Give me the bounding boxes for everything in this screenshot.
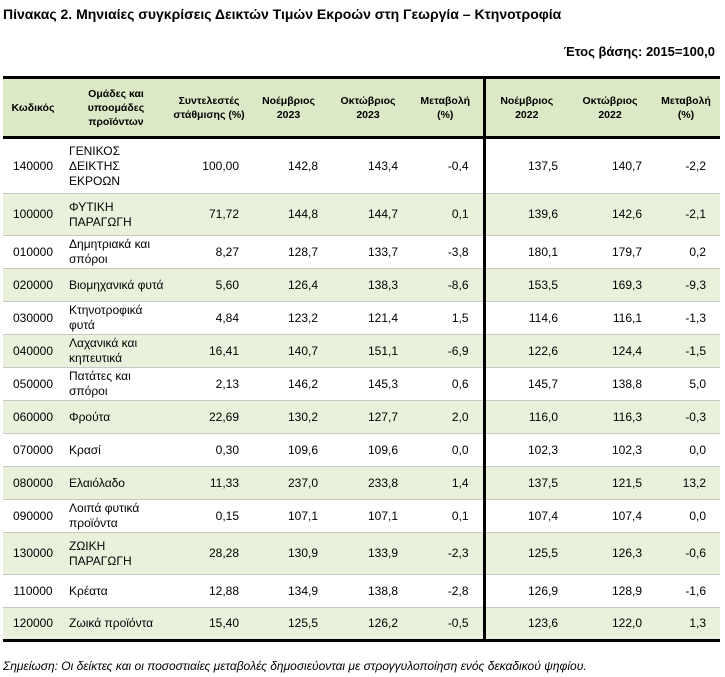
row-name: Κρέατα [69,583,108,598]
row-change-2022: -0,6 [652,533,720,575]
row-change-2023: -3,8 [447,244,469,259]
row-nov-2022: 125,5 [484,533,568,575]
table-row [3,608,720,641]
row-change-2023: -2,8 [447,583,469,598]
table-row [3,236,720,269]
header-nov-2023: Νοέμβριος 2023 [249,78,328,138]
row-weight: 4,84 [215,310,239,325]
row-name: Λαχανικά και κηπευτικά [63,335,169,368]
row-change-2022: -1,6 [685,583,706,598]
row-code: 020000 [3,269,63,302]
row-code: 130000 [3,533,63,575]
row-name: Φρούτα [63,401,169,434]
row-change-2023: -6,9 [408,335,484,368]
row-name: ΦΥΤΙΚΗ ΠΑΡΑΓΩΓΗ [63,194,169,236]
row-oct-2022: 126,3 [568,533,652,575]
row-nov-2023: 142,8 [287,158,318,173]
row-oct-2022: 169,3 [568,269,652,302]
row-oct-2022: 128,9 [611,583,642,598]
row-change-2022: -1,5 [652,335,720,368]
row-oct-2023: 144,7 [328,194,408,236]
row-change-2023: -2,3 [408,533,484,575]
row-nov-2022: 114,6 [484,302,568,335]
row-change-2022: 0,0 [689,442,706,457]
row-nov-2023: 144,8 [249,194,328,236]
row-oct-2023: 133,9 [328,533,408,575]
header-oct-2022: Οκτώβριος 2022 [568,78,652,138]
row-oct-2023: 233,8 [328,467,408,500]
row-change-2023: -8,6 [408,269,484,302]
row-weight: 12,88 [208,583,239,598]
row-oct-2023: 151,1 [328,335,408,368]
row-oct-2022: 124,4 [568,335,652,368]
row-nov-2023: 128,7 [287,244,318,259]
header-change-2023: Μεταβολή (%) [408,78,484,138]
row-oct-2023: 143,4 [367,158,398,173]
row-nov-2022: 137,5 [484,467,568,500]
row-weight: 8,27 [215,244,239,259]
header-code: Κωδικός [3,78,63,138]
table-row [3,368,720,401]
row-oct-2022: 179,7 [611,244,642,259]
row-oct-2023: 126,2 [328,608,408,641]
table-row [3,194,720,236]
row-oct-2022: 121,5 [568,467,652,500]
header-change-2022: Μεταβολή (%) [652,78,720,138]
row-change-2023: 0,1 [408,194,484,236]
header-nov-2022: Νοέμβριος 2022 [484,78,568,138]
row-nov-2023: 109,6 [287,442,318,457]
row-nov-2023: 126,4 [249,269,328,302]
footnote: Σημείωση: Οι δείκτες και οι ποσοστιαίες μεταβολές δημοσιεύονται με στρογγυλοποίηση ενός δεκαδικού ψηφίου. [3,659,587,673]
row-nov-2023: 107,1 [287,508,318,523]
row-weight: 71,72 [169,194,249,236]
row-weight: 100,00 [202,158,239,173]
row-change-2022: 13,2 [652,467,720,500]
row-oct-2023: 133,7 [367,244,398,259]
row-change-2022: -9,3 [652,269,720,302]
row-change-2022: 5,0 [689,376,706,391]
row-change-2022: -1,3 [685,310,706,325]
row-nov-2022: 145,7 [484,368,568,401]
row-nov-2023: 130,9 [249,533,328,575]
row-weight: 0,30 [215,442,239,457]
row-name: Βιομηχανικά φυτά [63,269,169,302]
row-nov-2023: 134,9 [287,583,318,598]
row-change-2022: -2,2 [685,158,706,173]
row-name: ΖΩΙΚΗ ΠΑΡΑΓΩΓΗ [63,533,169,575]
row-name: Κτηνοτροφικά φυτά [69,303,143,332]
row-weight: 2,13 [215,376,239,391]
row-change-2022: 0,0 [689,508,706,523]
row-weight: 15,40 [169,608,249,641]
table-row [3,335,720,368]
row-nov-2023: 123,2 [287,310,318,325]
row-change-2023: 1,5 [451,310,469,325]
price-index-table [3,76,720,642]
row-weight: 16,41 [169,335,249,368]
table-row [3,138,720,194]
row-nov-2023: 140,7 [249,335,328,368]
row-name: Πατάτες και σπόροι [69,369,131,398]
row-code: 080000 [3,467,63,500]
row-code: 120000 [3,608,63,641]
header-weight: Συντελεστές στάθμισης (%) [169,78,249,138]
row-name: Ζωικά προϊόντα [63,608,169,641]
row-nov-2023: 125,5 [249,608,328,641]
row-oct-2023: 138,8 [367,583,398,598]
row-change-2022: -0,3 [652,401,720,434]
table-title: Πίνακας 2. Μηνιαίες συγκρίσεις Δεικτών Τιμών Εκροών στη Γεωργία – Κτηνοτροφία [3,6,562,22]
row-oct-2022: 107,4 [611,508,642,523]
row-nov-2022: 116,0 [484,401,568,434]
row-change-2022: 1,3 [652,608,720,641]
row-code: 100000 [3,194,63,236]
row-code: 060000 [3,401,63,434]
row-name: Κρασί [69,442,101,457]
row-nov-2022: 153,5 [484,269,568,302]
row-change-2023: -0,4 [447,158,469,173]
table-row [3,269,720,302]
row-code: 010000 [12,244,54,259]
row-weight: 5,60 [169,269,249,302]
row-nov-2022: 180,1 [484,236,568,269]
row-oct-2023: 109,6 [367,442,398,457]
row-nov-2022: 126,9 [484,575,568,608]
row-oct-2022: 140,7 [611,158,642,173]
row-code: 030000 [12,310,54,325]
row-oct-2022: 116,1 [612,310,642,325]
table-row [3,533,720,575]
row-code: 140000 [12,158,54,173]
row-nov-2023: 130,2 [249,401,328,434]
row-name: Ελαιόλαδο [63,467,169,500]
table-row [3,401,720,434]
row-code: 090000 [12,508,54,523]
row-oct-2022: 116,3 [568,401,652,434]
header-oct-2023: Οκτώβριος 2023 [328,78,408,138]
row-weight: 22,69 [169,401,249,434]
base-year-label: Έτος βάσης: 2015=100,0 [563,44,715,59]
row-weight: 11,33 [169,467,249,500]
table-row [3,500,720,533]
row-oct-2022: 102,3 [611,442,642,457]
row-name: Δημητριακά και σπόροι [69,237,151,266]
row-weight: 0,15 [215,508,239,523]
row-oct-2023: 127,7 [328,401,408,434]
row-change-2023: 1,4 [408,467,484,500]
row-oct-2023: 145,3 [367,376,398,391]
row-name: Λοιπά φυτικά προϊόντα [69,501,140,530]
row-change-2022: 0,2 [689,244,706,259]
table-row [3,434,720,467]
row-code: 110000 [13,583,53,598]
table-row [3,575,720,608]
row-weight: 28,28 [169,533,249,575]
row-oct-2023: 138,3 [328,269,408,302]
row-change-2022: -2,1 [652,194,720,236]
row-code: 040000 [3,335,63,368]
row-change-2023: 0,0 [451,442,469,457]
row-oct-2023: 107,1 [367,508,398,523]
row-oct-2022: 142,6 [568,194,652,236]
row-nov-2022: 139,6 [484,194,568,236]
header-group: Ομάδες και υποομάδες προϊόντων [63,78,169,138]
row-change-2023: 2,0 [408,401,484,434]
row-oct-2023: 121,4 [367,310,398,325]
row-change-2023: 0,1 [451,508,469,523]
row-nov-2023: 146,2 [287,376,318,391]
row-nov-2022: 107,4 [484,500,568,533]
header-row [3,78,720,138]
row-oct-2022: 122,0 [568,608,652,641]
row-change-2023: -0,5 [408,608,484,641]
row-nov-2022: 122,6 [484,335,568,368]
row-name: ΓΕΝΙΚΟΣ ΔΕΙΚΤΗΣ ΕΚΡΟΩΝ [69,143,120,188]
row-code: 070000 [12,442,54,457]
row-change-2023: 0,6 [451,376,469,391]
table-row [3,467,720,500]
row-nov-2022: 102,3 [484,434,568,467]
table-row [3,302,720,335]
row-code: 050000 [12,376,54,391]
row-nov-2023: 237,0 [249,467,328,500]
row-nov-2022: 137,5 [484,138,568,194]
row-nov-2022: 123,6 [484,608,568,641]
row-oct-2022: 138,8 [611,376,642,391]
